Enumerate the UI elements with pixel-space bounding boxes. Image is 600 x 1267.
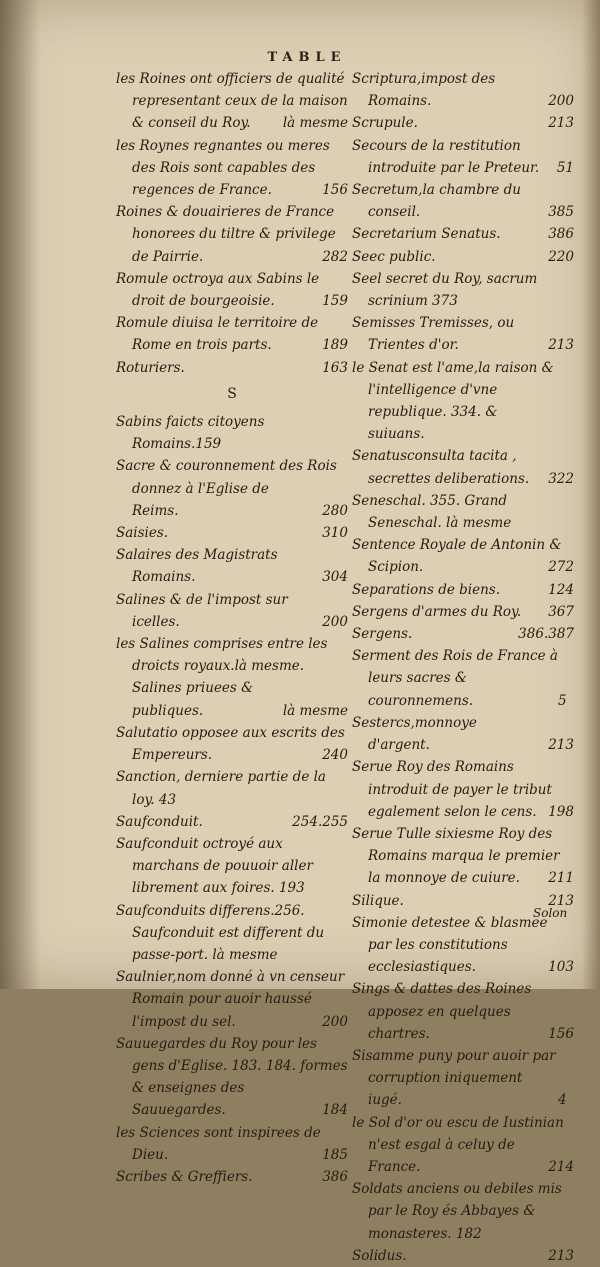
page-reference: 272 bbox=[548, 559, 574, 576]
index-entry-text: Sergens. bbox=[352, 626, 413, 643]
page-reference: 198 bbox=[548, 803, 574, 820]
page-reference: 386 bbox=[548, 226, 574, 243]
index-entry-text: les Salines comprises entre les droicts royaux.là mesme. Salines priuees & publiques. bbox=[116, 636, 328, 719]
index-entry bbox=[116, 455, 348, 522]
index-entry bbox=[352, 445, 574, 489]
index-entry bbox=[116, 833, 348, 900]
index-entry bbox=[352, 1245, 574, 1267]
page-reference: 213 bbox=[548, 1247, 574, 1264]
index-entry-text: Senatusconsulta tacita , secrettes deliberations. bbox=[352, 448, 530, 487]
index-entry bbox=[352, 135, 574, 179]
index-entry bbox=[116, 766, 348, 810]
index-entry-text: les Roynes regnantes ou meres des Rois sont capables des regences de France. bbox=[116, 137, 330, 199]
index-entry-text: Semisses Tremisses, ou Trientes d'or. bbox=[352, 315, 515, 354]
index-entry-text: Salaires des Magistrats Romains. bbox=[116, 547, 278, 586]
index-entry bbox=[352, 1178, 574, 1245]
index-entry-text: Saulnier,nom donné à vn censeur Romain pour auoir haussé l'impost du sel. bbox=[116, 969, 345, 1030]
index-entry bbox=[352, 268, 574, 312]
index-entry-text: Seneschal. 355. Grand Seneschal. là mesme bbox=[352, 492, 512, 532]
index-entry-text: Seec public. bbox=[352, 248, 436, 265]
index-entry bbox=[116, 633, 348, 722]
index-entry bbox=[352, 246, 574, 268]
page-reference: 213 bbox=[548, 892, 574, 909]
page-reference: 213 bbox=[548, 115, 574, 132]
index-entry-text: Saufconduit. bbox=[116, 813, 203, 830]
page-reference: 200 bbox=[548, 93, 574, 110]
index-entry-text: le Sol d'or ou escu de Iustinian n'est esgal à celuy de France. bbox=[352, 1114, 564, 1175]
catchword: Solon bbox=[533, 906, 568, 920]
index-entry-text: Saufconduit octroyé aux marchans de pouuoir aller librement aux foires. 193 bbox=[116, 835, 313, 897]
index-entry-text: Scribes & Greffiers. bbox=[116, 1168, 253, 1185]
index-entry bbox=[352, 68, 574, 112]
index-entry bbox=[352, 179, 574, 223]
index-entry bbox=[116, 811, 348, 833]
index-entry-text: Simonie detestee & blasmee par les constitutions ecclesiastiques. bbox=[352, 914, 548, 976]
index-entry bbox=[352, 490, 574, 534]
index-entry bbox=[352, 112, 574, 134]
index-entry: Sisamme puny pour auoir par corruption iniquement iugé. 4 bbox=[352, 1047, 567, 1109]
index-entry-text: Secours de la restitution introduite par le Preteur. bbox=[352, 137, 540, 176]
index-entry bbox=[352, 712, 574, 756]
page-reference: 385 bbox=[548, 204, 574, 221]
index-entry-text: Sisamme puny pour auoir par corruption iniquement iugé. bbox=[352, 1047, 556, 1109]
index-entry-text: Sentence Royale de Antonin & Scipion. bbox=[352, 537, 562, 576]
index-entry-text: Saufconduits differens.256. Saufconduit est different du passe-port. là mesme bbox=[116, 902, 325, 963]
index-entry bbox=[116, 201, 348, 268]
page-reference: 200 bbox=[322, 1013, 348, 1030]
index-entry bbox=[352, 823, 574, 890]
index-entry-text: Roturiers. bbox=[116, 359, 185, 376]
index-entry bbox=[116, 312, 348, 356]
page-reference: 159 bbox=[322, 293, 348, 310]
index-entry-text: Sings & dattes des Roines apposez en quelques chartres. bbox=[352, 981, 532, 1042]
page-gutter-shadow bbox=[0, 0, 40, 989]
index-entry bbox=[116, 1033, 348, 1122]
section-letter: S bbox=[227, 385, 237, 402]
page-reference: 124 bbox=[548, 581, 574, 598]
index-entry bbox=[116, 1166, 348, 1188]
page-reference: 189 bbox=[322, 337, 348, 354]
index-entry bbox=[352, 601, 574, 623]
index-entry-text: Soldats anciens ou debiles mis par le Roy és Abbayes & monasteres. 182 bbox=[352, 1181, 562, 1242]
index-entry bbox=[352, 978, 574, 1045]
index-entry bbox=[352, 579, 574, 601]
index-entry bbox=[116, 411, 348, 455]
page-reference: 185 bbox=[322, 1146, 348, 1163]
page-reference: 280 bbox=[322, 502, 348, 519]
page-reference: 103 bbox=[548, 959, 574, 976]
page-reference: 213 bbox=[548, 337, 574, 354]
index-entry bbox=[352, 1112, 574, 1179]
page-reference: 213 bbox=[548, 737, 574, 754]
index-entry-text: les Sciences sont inspirees de Dieu. bbox=[116, 1124, 321, 1163]
index-entry: Serment des Rois de France à leurs sacres & couronnemens. 5 bbox=[352, 648, 567, 709]
index-entry-text: Salines & de l'impost sur icelles. bbox=[116, 591, 288, 630]
page-reference: 220 bbox=[548, 248, 574, 265]
index-entry bbox=[116, 722, 348, 766]
page-reference: 367 bbox=[548, 603, 574, 620]
index-entry bbox=[116, 135, 348, 202]
index-entry-text: Sauuegardes du Roy pour les gens d'Eglise. 183. 184. formes & enseignes des Sauuegardes. bbox=[116, 1035, 348, 1119]
index-entry-text: Scriptura,impost des Romains. bbox=[352, 71, 496, 110]
index-entry-text: Roines & douairieres de France honorees du tiltre & privilege de Pairrie. bbox=[116, 204, 336, 265]
page-reference: 200 bbox=[322, 613, 348, 630]
index-entry bbox=[116, 589, 348, 633]
index-entry-text: Seel secret du Roy, sacrum scrinium 373 bbox=[352, 270, 538, 310]
page-reference: 51 bbox=[556, 159, 574, 176]
index-entry-text: Secretum,la chambre du conseil. bbox=[352, 182, 521, 221]
index-entry bbox=[116, 544, 348, 588]
index-entry-text: Sabins faicts citoyens Romains.159 bbox=[116, 414, 265, 453]
index-entry bbox=[352, 912, 574, 979]
page-reference: 386 bbox=[322, 1168, 348, 1185]
index-entry bbox=[352, 357, 574, 446]
index-entry-text: Secretarium Senatus. bbox=[352, 226, 501, 243]
page-reference: 214 bbox=[548, 1158, 574, 1175]
index-entry-text: Solidus. bbox=[352, 1247, 407, 1264]
index-entry-text: Scrupule. bbox=[352, 115, 418, 132]
page-reference: là mesme bbox=[282, 115, 348, 132]
index-column-right bbox=[352, 68, 574, 1267]
page-reference: 254.255 bbox=[292, 813, 348, 830]
index-entry bbox=[352, 223, 574, 245]
index-entry-text: Salutatio opposee aux escrits des Empereurs. bbox=[116, 724, 345, 764]
index-entry-text: Sergens d'armes du Roy. bbox=[352, 603, 522, 620]
index-entry-text: les Roines ont officiers de qualité representant ceux de la maison & conseil du Roy. bbox=[116, 71, 348, 132]
index-entry-text: Sestercs,monnoye d'argent. bbox=[352, 714, 477, 754]
index-entry-text: Silique. bbox=[352, 892, 404, 909]
index-entry bbox=[116, 900, 348, 967]
index-entry-text: Sacre & couronnement des Rois donnez à l'Eglise de Reims. bbox=[116, 458, 337, 519]
index-entry bbox=[116, 68, 348, 135]
index-entry bbox=[116, 357, 348, 379]
index-entry-text: Serment des Rois de France à leurs sacres & couronnemens. bbox=[352, 648, 558, 709]
index-entry bbox=[116, 268, 348, 312]
page-reference: 304 bbox=[322, 569, 348, 586]
index-entry bbox=[352, 534, 574, 578]
index-entry bbox=[352, 623, 574, 645]
page-reference: 184 bbox=[322, 1102, 348, 1119]
index-entry-text: Saisies. bbox=[116, 525, 169, 542]
page-reference: 282 bbox=[322, 248, 348, 265]
page-reference: 163 bbox=[322, 359, 348, 376]
index-entry-text: Romule octroya aux Sabins le droit de bourgeoisie. bbox=[116, 270, 320, 310]
page-reference: 156 bbox=[322, 182, 348, 199]
page-reference: 386.387 bbox=[518, 626, 574, 643]
page-reference: 240 bbox=[322, 747, 348, 764]
page-reference: 211 bbox=[548, 870, 574, 887]
index-entry bbox=[116, 522, 348, 544]
index-entry-text: Separations de biens. bbox=[352, 581, 500, 598]
index-entry bbox=[352, 312, 574, 356]
index-entry bbox=[116, 966, 348, 1033]
page-reference: 156 bbox=[548, 1025, 574, 1042]
index-entry-text: Serue Roy des Romains introduit de payer le tribut egalement selon le cens. bbox=[352, 759, 552, 820]
index-entry-text: Romule diuisa le territoire de Rome en trois parts. bbox=[116, 315, 319, 354]
index-entry bbox=[116, 1122, 348, 1166]
index-entry bbox=[352, 756, 574, 823]
index-entry-text: Sanction, derniere partie de la loy. 43 bbox=[116, 769, 326, 808]
page-reference: là mesme bbox=[282, 702, 348, 719]
page-reference: 322 bbox=[548, 470, 574, 487]
index-entry-text: Serue Tulle sixiesme Roy des Romains marqua le premier la monnoye de cuiure. bbox=[352, 825, 560, 887]
page-edge-shadow bbox=[582, 0, 600, 989]
index-entry-text: le Senat est l'ame,la raison & l'intelligence d'vne republique. 334. & suiuans. bbox=[352, 359, 554, 443]
page-reference: 310 bbox=[322, 525, 348, 542]
index-column-left bbox=[116, 68, 348, 1188]
running-header: TABLE bbox=[267, 50, 347, 65]
